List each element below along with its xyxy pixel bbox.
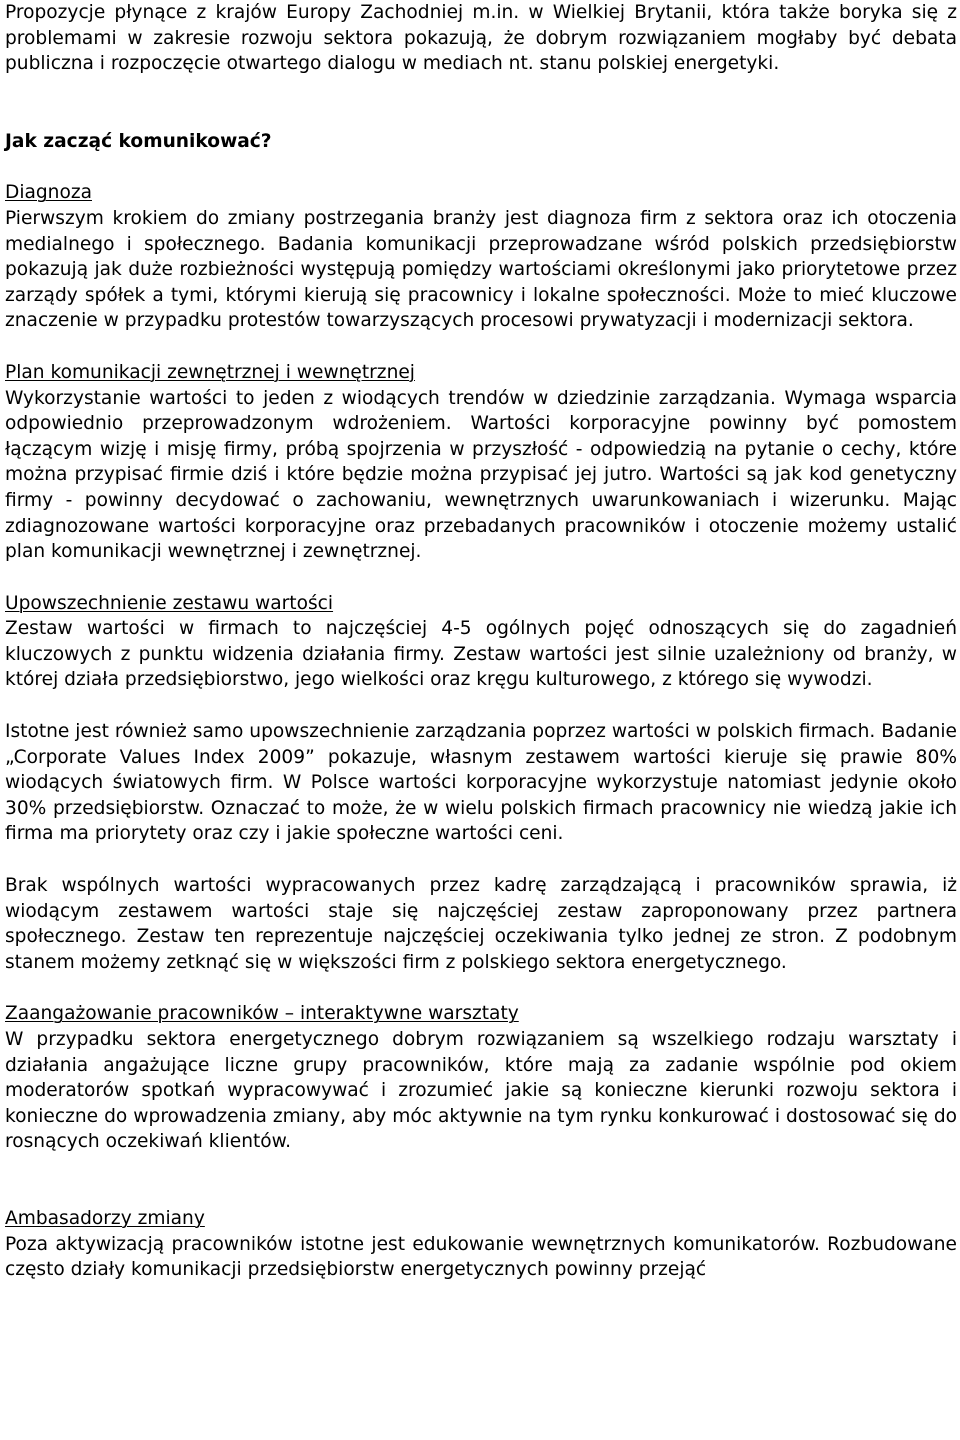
section-title-ambasadorzy: Ambasadorzy zmiany xyxy=(5,1207,205,1229)
section-paragraph: Poza aktywizacją pracowników istotne jest edukowanie wewnętrznych komunikatorów. Rozbudowane często działy komunikacji przedsiębiorstw energetycznych powinny przejąć xyxy=(5,1233,957,1281)
section-paragraph: Wykorzystanie wartości to jeden z wiodących trendów w dziedzinie zarządzania. Wymaga wsparcia odpowiednio przeprowadzonym wdrożeniem. Wartości korporacyjne powinny być pomostem łączącym wizję i misję firmy, próbą spojrzenia w przyszłość - odpowiedzią na pytanie o cechy, które można przypisać firmie dziś i które będzie można przypisać jej jutro. Wartości są jak kod genetyczny firmy - powinny decydować o zachowaniu, wewnętrznych uwarunkowaniach i wizerunku. Mając zdiagnozowane wartości korporacyjne oraz przebadanych pracowników i otoczenie możemy ustalić plan komunikacji wewnętrznej i zewnętrznej. xyxy=(5,387,957,563)
section-paragraph: Brak wspólnych wartości wypracowanych przez kadrę zarządzającą i pracowników sprawia, iż wiodącym zestawem wartości staje się najczęściej zestaw zaproponowany przez partnera społecznego. Zestaw ten reprezentuje najczęściej oczekiwania tylko jednej ze stron. Z podobnym stanem możemy zetknąć się w większości firm z polskiego sektora energetycznego. xyxy=(5,875,957,973)
spacer xyxy=(5,154,957,180)
section-title-zaangazowanie: Zaangażowanie pracowników – interaktywne warsztaty xyxy=(5,1003,519,1025)
spacer xyxy=(5,77,957,129)
section-title-upowszechnienie: Upowszechnienie zestawu wartości xyxy=(5,592,334,614)
spacer xyxy=(5,565,957,591)
section-paragraph: Zestaw wartości w firmach to najczęściej 4-5 ogólnych pojęć odnoszących się do zagadnień kluczowych z punktu widzenia działania firmy. Zestaw wartości jest silnie uzależniony od branży, w której działa przedsiębiorstwo, jego wielkości oraz kręgu kulturowego, z którego się wywodzi. xyxy=(5,618,957,691)
main-heading: Jak zacząć komunikować? xyxy=(5,130,272,152)
section-paragraph: W przypadku sektora energetycznego dobrym rozwiązaniem są wszelkiego rodzaju warsztaty i działania angażujące liczne grupy pracowników, które mają za zadanie wspólnie pod okiem moderatorów spotkań wypracowywać i zrozumieć jakie są konieczne kierunki rozwoju sektora i konieczne do wprowadzenia zmiany, aby móc aktywnie na tym rynku konkurować i dostosować się do rosnących oczekiwań klientów. xyxy=(5,1029,957,1153)
spacer xyxy=(5,693,957,719)
section-title-plan-komunikacji: Plan komunikacji zewnętrznej i wewnętrznej xyxy=(5,361,415,383)
section-title-diagnoza: Diagnoza xyxy=(5,182,92,204)
spacer xyxy=(5,975,957,1001)
section-paragraph: Pierwszym krokiem do zmiany postrzegania branży jest diagnoza firm z sektora oraz ich otoczenia medialnego i społecznego. Badania komunikacji przeprowadzane wśród polskich przedsiębiorstw pokazują jak duże rozbieżności występują pomiędzy wartościami określonymi jako priorytetowe przez zarządy spółek a tymi, którymi kierują się pracownicy i lokalne społeczności. Może to mieć kluczowe znaczenie w przypadku protestów towarzyszących procesowi prywatyzacji i modernizacji sektora. xyxy=(5,207,957,332)
document-page xyxy=(5,0,957,1283)
spacer xyxy=(5,1155,957,1206)
spacer xyxy=(5,847,957,873)
spacer xyxy=(5,334,957,360)
section-paragraph: Istotne jest również samo upowszechnienie zarządzania poprzez wartości w polskich firmach. Badanie „Corporate Values Index 2009” pokazuje, własnym zestawem wartości kieruje się prawie 80% wiodących światowych firm. W Polsce wartości korporacyjne wykorzystuje natomiast jedynie około 30% przedsiębiorstw. Oznaczać to może, że w wielu polskich firmach pracownicy nie wiedzą jakie ich firma ma priorytety oraz czy i jakie społeczne wartości ceni. xyxy=(5,721,957,845)
intro-paragraph: Propozycje płynące z krajów Europy Zachodniej m.in. w Wielkiej Brytanii, która także boryka się z problemami w zakresie rozwoju sektora pokazują, że dobrym rozwiązaniem mogłaby być debata publiczna i rozpoczęcie otwartego dialogu w mediach nt. stanu polskiej energetyki. xyxy=(5,2,957,75)
